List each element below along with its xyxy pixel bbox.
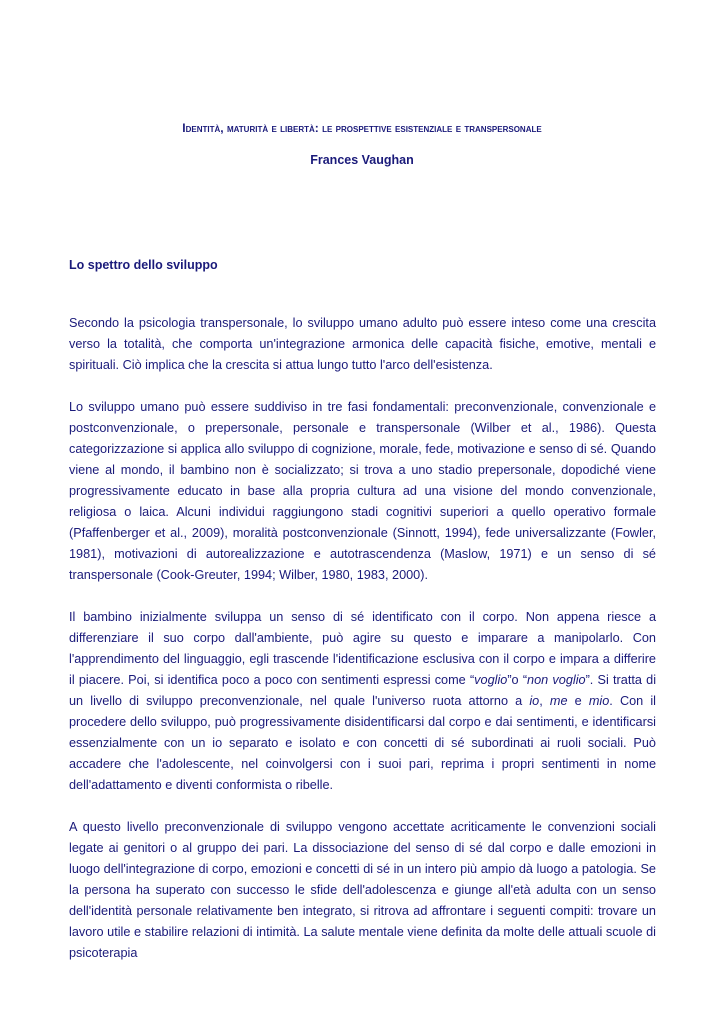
paragraph-3-text: Il bambino inizialmente sviluppa un senso di sé identificato con il corpo. Non appena riesce a differenziare il suo corpo dall'ambiente, può agire su questo e imparare a manipolarlo. Con l'apprendimento del linguaggio, egli trascende l'identificazione esclusiva con il corpo e impara a differire il piacere. Poi, si identifica poco a poco con sentimenti espressi come “ <box>69 610 656 687</box>
paragraph-2: Lo sviluppo umano può essere suddiviso in tre fasi fondamentali: preconvenzionale, convenzionale e postconvenzionale, o prepersonale, personale e transpersonale (Wilber et al., 1986). Questa categorizzazione si applica allo sviluppo di cognizione, morale, fede, motivazione e senso di sé. Quando viene al mondo, il bambino non è socializzato; si trova a uno stadio prepersonale, dopodiché viene progressivamente educato in base alla propria cultura ad una visione del mondo convenzionale, religiosa o laica. Alcuni individui raggiungono stadi cognitivi superiori a quello operativo formale (Pfaffenberger et al., 2009), moralità postconvenzionale (Sinnott, 1994), fede universalizzante (Fowler, 1981), motivazioni di autorealizzazione e autotrascendenza (Maslow, 1971) e un senso di sé transpersonale (Cook-Greuter, 1994; Wilber, 1980, 1983, 2000). <box>69 400 656 582</box>
paragraph-3-text: e <box>567 694 589 708</box>
paragraph-3-text: . Con il procedere dello sviluppo, può progressivamente disidentificarsi dal corpo e dai sentimenti, e identificarsi essenzialmente con un io separato e isolato e con concetti di sé subordinati ai ruoli sociali. Può accadere che l'adolescente, nel coinvolgersi con i suoi pari, reprima i propri sentimenti in nome dell'adattamento e diventi conformista o ribelle. <box>69 694 656 792</box>
paragraph-3-italic: me <box>549 694 568 708</box>
paragraph-3-italic: non voglio <box>527 673 586 687</box>
paragraph-3-text: , <box>539 694 550 708</box>
paragraph-1: Secondo la psicologia transpersonale, lo sviluppo umano adulto può essere inteso come una crescita verso la totalità, che comporta un'integrazione armonica delle capacità fisiche, emotive, mentali e spirituali. Ciò implica che la crescita si attua lungo tutto l'arco dell'esistenza. <box>69 316 656 372</box>
document-title: Identità, maturità e libertà: le prospettive esistenziale e transpersonale <box>182 121 542 135</box>
paragraph-3-text: ”o “ <box>507 673 528 687</box>
paragraph-3 <box>69 607 656 796</box>
paragraph-3-italic: io <box>529 694 540 708</box>
paragraph-3-text: ”. Si tratta di un livello di sviluppo preconvenzionale, nel quale l'universo ruota attorno a <box>69 673 657 708</box>
author-name: Frances Vaughan <box>310 153 414 167</box>
paragraph-3-italic: voglio <box>474 673 508 687</box>
section-heading: Lo spettro dello sviluppo <box>69 258 218 272</box>
body-text <box>69 313 656 964</box>
paragraph-4: A questo livello preconvenzionale di sviluppo vengono accettate acriticamente le convenzioni sociali legate ai genitori o al gruppo dei pari. La dissociazione del senso di sé dal corpo e dalle emozioni in luogo dell'integrazione di corpo, emozioni e concetti di sé in un intero più ampio dà luogo a patologia. Se la persona ha superato con successo le sfide dell'adolescenza e giunge all'età adulta con un senso dell'identità personale relativamente ben integrato, si ritrova ad affrontare i seguenti compiti: trovare un lavoro utile e stabilire relazioni di intimità. La salute mentale viene definita da molte delle attuali scuole di psicoterapia <box>69 820 656 960</box>
paragraph-3-italic: mio <box>588 694 610 708</box>
